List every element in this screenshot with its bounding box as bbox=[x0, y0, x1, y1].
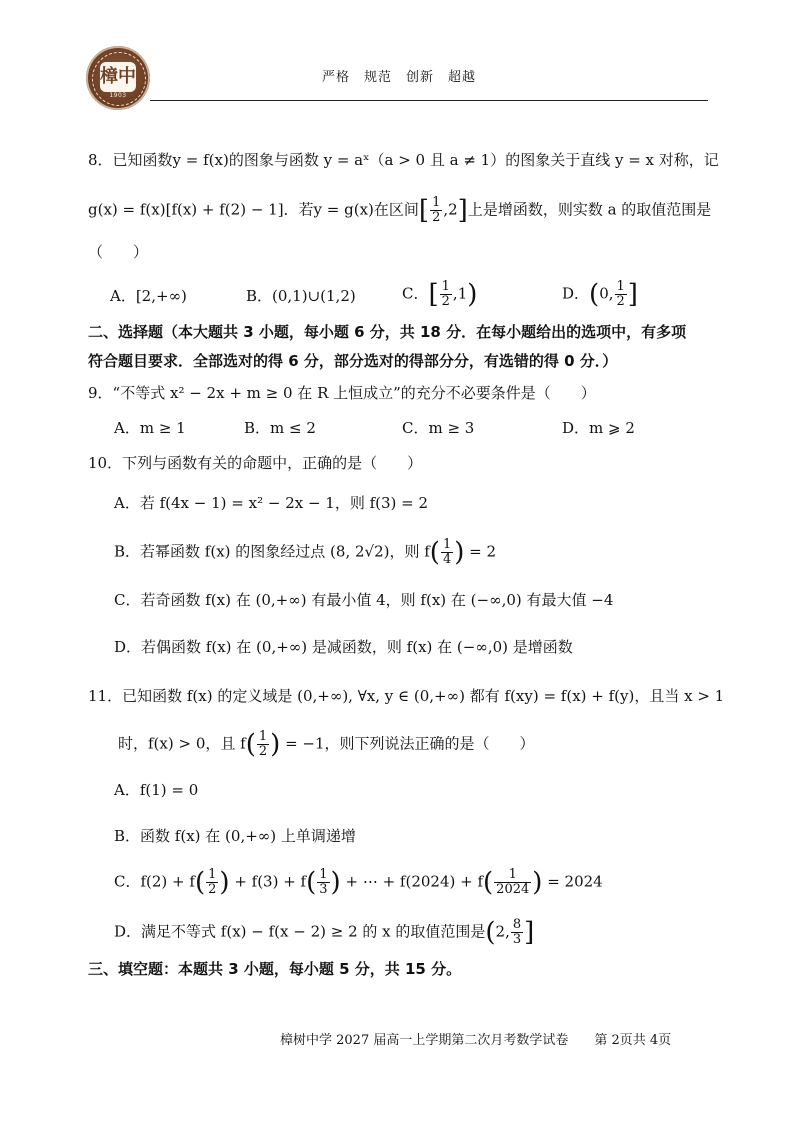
q8-line3: （ ） bbox=[88, 243, 149, 261]
q9-stem: 9．“不等式 x² − 2x + m ≥ 0 在 R 上恒成立”的充分不必要条件是（ ） bbox=[88, 384, 596, 402]
frac-num: 1 bbox=[319, 867, 328, 882]
q11-fraction bbox=[257, 730, 269, 759]
frac-den: 3 bbox=[512, 932, 522, 947]
section2-line2: 符合题目要求．全部选对的得 6 分，部分选对的得部分分，有选错的得 0 分．） bbox=[88, 352, 618, 370]
frac-den: 2 bbox=[616, 294, 625, 309]
frac-den: 2 bbox=[208, 882, 217, 897]
q11-c-fraction-1 bbox=[206, 868, 218, 897]
q11-option-c: C．f(2) + f( $\frac{1}{2}$ ) + f(3) + f( $\frac{1}{3}$ ) + ⋯ + f(2024) + f( $\frac{1}{2024}$ ) = 2024 bbox=[114, 867, 603, 898]
logo-text: 樟中 bbox=[100, 66, 136, 87]
frac-num: 1 bbox=[208, 867, 217, 882]
frac-num: 1 bbox=[616, 279, 625, 294]
logo-core bbox=[100, 62, 136, 92]
q8-interval-fraction bbox=[430, 196, 442, 225]
q9-option-b: B．m ≤ 2 bbox=[244, 419, 316, 437]
q10-option-b: B．若幂函数 f(x) 的图象经过点 (8, 2√2)，则 f( $\frac{1}{4}$ ) = 2 bbox=[114, 537, 497, 568]
q9-option-a: A．m ≥ 1 bbox=[114, 419, 186, 437]
q10-option-d: D．若偶函数 f(x) 在 (0,+∞) 是减函数，则 f(x) 在 (−∞,0) 是增函数 bbox=[114, 638, 573, 656]
q8-option-d: D．(0, $\frac{1}{2}$ ] bbox=[562, 279, 638, 310]
q11-c-part: + ⋯ + f(2024) + f bbox=[345, 872, 484, 891]
q9-option-c: C．m ≥ 3 bbox=[402, 419, 475, 437]
header-motto: 严格 规范 创新 超越 bbox=[322, 70, 477, 85]
section3-title: 三、填空题：本题共 3 小题，每小题 5 分，共 15 分。 bbox=[88, 960, 462, 978]
q8-c-fraction bbox=[440, 280, 452, 309]
frac-num: 1 bbox=[494, 868, 531, 883]
page-footer: 樟树中学 2027 届高一上学期第二次月考数学试卷 第 2页共 4页 bbox=[280, 1033, 672, 1048]
q10-b-pre: B．若幂函数 f(x) 的图象经过点 (8, 2√2)，则 f bbox=[114, 542, 430, 561]
q11-option-b: B．函数 f(x) 在 (0,+∞) 上单调递增 bbox=[114, 827, 356, 845]
q11-c-fraction-2 bbox=[317, 868, 329, 897]
q11-c-part: = 2024 bbox=[547, 872, 603, 891]
frac-num: 1 bbox=[441, 279, 450, 294]
frac-den: 2024 bbox=[496, 882, 530, 897]
q11-option-d: D．满足不等式 f(x) − f(x − 2) ≥ 2 的 x 的取值范围是(2, $\frac{8}{3}$ ] bbox=[114, 917, 535, 948]
q11-c-part: + f(3) + f bbox=[234, 872, 307, 891]
q8-d-fraction bbox=[615, 280, 627, 309]
q10-stem: 10．下列与函数有关的命题中，正确的是（ ） bbox=[88, 454, 423, 472]
q8-d-head: 0, bbox=[599, 284, 614, 303]
q8-option-a: A．[2,+∞) bbox=[110, 287, 187, 305]
option-label: C． bbox=[402, 284, 429, 303]
school-logo bbox=[86, 46, 150, 110]
q8-option-b: B．(0,1)∪(1,2) bbox=[246, 287, 356, 305]
q8-c-tail: ,1 bbox=[452, 284, 468, 303]
q11-option-a: A．f(1) = 0 bbox=[114, 781, 199, 799]
q11-d-head: 2, bbox=[495, 922, 510, 941]
frac-num: 8 bbox=[512, 917, 522, 932]
q11-d-fraction bbox=[511, 918, 523, 947]
q10-b-post: = 2 bbox=[469, 542, 497, 561]
section2-line1: 二、选择题（本大题共 3 小题，每小题 6 分，共 18 分．在每小题给出的选项中，有多项 bbox=[88, 323, 687, 341]
q11-line2-pre: 时，f(x) > 0，且 f bbox=[118, 734, 246, 753]
q8-option-c: C．[ $\frac{1}{2}$ ,1) bbox=[402, 279, 478, 310]
logo-year: 1903 bbox=[109, 92, 127, 99]
q11-line1: 11．已知函数 f(x) 的定义域是 (0,+∞), ∀x, y ∈ (0,+∞) 都有 f(xy) = f(x) + f(y)，且当 x > 1 bbox=[88, 687, 725, 705]
option-label: D． bbox=[562, 284, 590, 303]
frac-num: 1 bbox=[442, 537, 452, 552]
frac-den: 3 bbox=[319, 882, 328, 897]
q10-option-a: A．若 f(4x − 1) = x² − 2x − 1，则 f(3) = 2 bbox=[114, 494, 429, 512]
frac-den: 4 bbox=[442, 552, 452, 567]
q11-c-fraction-3 bbox=[494, 868, 531, 897]
q8-interval-tail: ,2 bbox=[443, 200, 458, 219]
frac-den: 2 bbox=[441, 294, 450, 309]
q8-line1: 8．已知函数y = f(x)的图象与函数 y = aˣ（a > 0 且 a ≠ 1）的图象关于直线 y = x 对称，记 bbox=[88, 151, 719, 169]
q11-line2: 时，f(x) > 0，且 f( $\frac{1}{2}$ ) = −1，则下列说法正确的是（ ） bbox=[118, 729, 535, 760]
q8-line2-pre: g(x) = f(x)[f(x) + f(2) − 1]．若y = g(x)在区间 bbox=[88, 200, 419, 219]
q10-b-fraction bbox=[441, 538, 453, 567]
frac-num: 1 bbox=[432, 195, 441, 210]
frac-den: 2 bbox=[258, 744, 268, 759]
q11-d-pre: D．满足不等式 f(x) − f(x − 2) ≥ 2 的 x 的取值范围是 bbox=[114, 922, 486, 941]
q11-line2-post: = −1，则下列说法正确的是（ ） bbox=[285, 734, 535, 753]
q11-c-part: C．f(2) + f bbox=[114, 872, 195, 891]
q10-option-c: C．若奇函数 f(x) 在 (0,+∞) 有最小值 4，则 f(x) 在 (−∞,0) 有最大值 −4 bbox=[114, 591, 614, 609]
q9-option-d: D．m ⩾ 2 bbox=[562, 419, 635, 437]
header-divider bbox=[150, 100, 708, 101]
q8-line2-post: 上是增函数，则实数 a 的取值范围是 bbox=[467, 200, 712, 219]
frac-num: 1 bbox=[258, 729, 268, 744]
frac-den: 2 bbox=[432, 210, 441, 225]
q8-line2: g(x) = f(x)[f(x) + f(2) − 1]．若y = g(x)在区间[ $\frac{1}{2}$ ,2]上是增函数，则实数 a 的取值范围是 bbox=[88, 195, 712, 226]
